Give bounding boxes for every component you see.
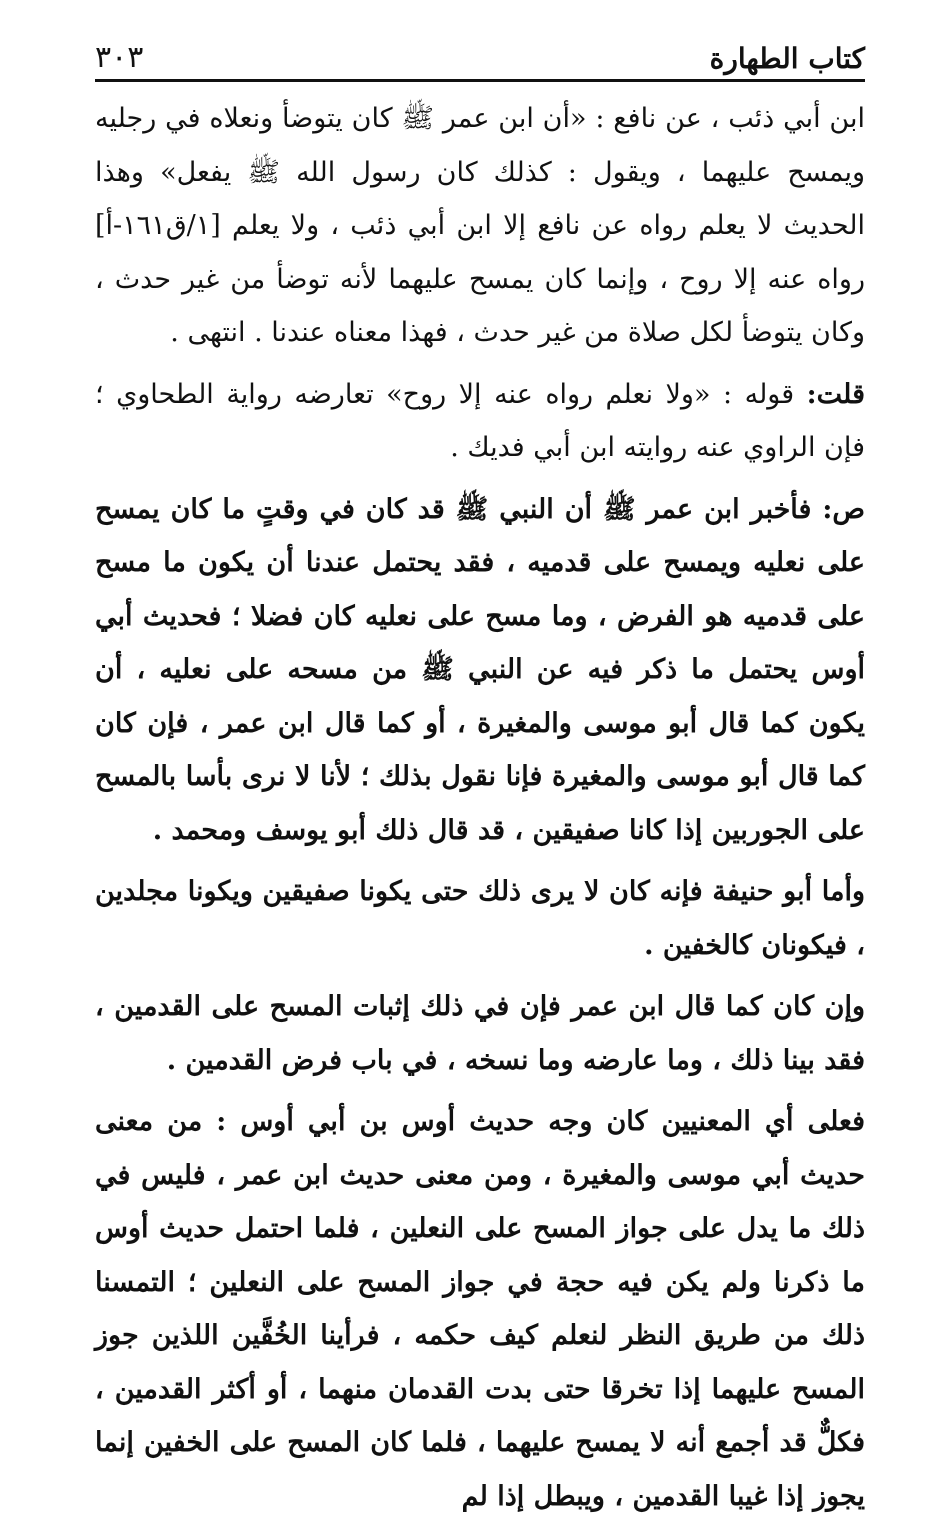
paragraph-lead: ص: xyxy=(822,493,865,525)
paragraph-2 xyxy=(95,368,865,475)
page-body xyxy=(95,92,865,1523)
paragraph-lead: قلت: xyxy=(806,378,865,410)
paragraph-5 xyxy=(95,980,865,1087)
book-title: كتاب الطهارة xyxy=(709,42,865,75)
paragraph-1 xyxy=(95,92,865,360)
paragraph-text: وأما أبو حنيفة فإنه كان لا يرى ذلك حتى يكونا صفيقين ويكونا مجلدين ، فيكونان كالخفين . xyxy=(95,876,865,961)
page-number: ٣٠٣ xyxy=(95,40,144,75)
paragraph-3 xyxy=(95,483,865,858)
paragraph-4 xyxy=(95,865,865,972)
paragraph-text: فأخبر ابن عمر ﷺ أن النبي ﷺ قد كان في وقتٍ ما كان يمسح على نعليه ويمسح على قدميه ، فقد يحتمل عندنا أن يكون ما مسح على قدميه هو الفرض ، وما مسح على نعليه كان فضلا ؛ فحديث أبي أوس يحتمل ما ذكر فيه عن النبي ﷺ من مسحه على نعليه ، أن يكون كما قال أبو موسى والمغيرة ، أو كما قال ابن عمر ، فإن كان كما قال أبو موسى والمغيرة فإنا نقول بذلك ؛ لأنا لا نرى بأسا بالمسح على الجوربين إذا كانا صفيقين ، قد قال ذلك أبو يوسف ومحمد . xyxy=(95,493,865,846)
book-page xyxy=(95,30,865,1531)
paragraph-6 xyxy=(95,1095,865,1523)
page-header xyxy=(95,30,865,82)
paragraph-text: قوله : «ولا نعلم رواه عنه إلا روح» تعارضه رواية الطحاوي ؛ فإن الراوي عنه روايته ابن أبي فديك . xyxy=(95,378,865,463)
paragraph-text: فعلى أي المعنيين كان وجه حديث أوس بن أبي أوس : من معنى حديث أبي موسى والمغيرة ، ومن معنى حديث ابن عمر ، فليس في ذلك ما يدل على جواز المسح على النعلين ، فلما احتمل حديث أوس ما ذكرنا ولم يكن فيه حجة في جواز المسح على النعلين ؛ التمسنا ذلك من طريق النظر لنعلم كيف حكمه ، فرأينا الخُفَّين اللذين جوز المسح عليهما إذا تخرقا حتى بدت القدمان منهما ، أو أكثر القدمين ، فكلٌّ قد أجمع أنه لا يمسح عليهما ، فلما كان المسح على الخفين إنما يجوز إذا غيبا القدمين ، ويبطل إذا لم xyxy=(95,1106,865,1512)
paragraph-text: وإن كان كما قال ابن عمر فإن في ذلك إثبات المسح على القدمين ، فقد بينا ذلك ، وما عارضه وما نسخه ، في باب فرض القدمين . xyxy=(95,991,865,1076)
paragraph-text: ابن أبي ذئب ، عن نافع : «أن ابن عمر ﷺ كان يتوضأ ونعلاه في رجليه ويمسح عليهما ، ويقول : كذلك كان رسول الله ﷺ يفعل» وهذا الحديث لا يعلم رواه عن نافع إلا ابن أبي ذئب ، ولا يعلم [١/ق١٦١-أ] رواه عنه إلا روح ، وإنما كان يمسح عليهما لأنه توضأ من غير حدث ، وكان يتوضأ لكل صلاة من غير حدث ، فهذا معناه عندنا . انتهى . xyxy=(95,103,865,348)
